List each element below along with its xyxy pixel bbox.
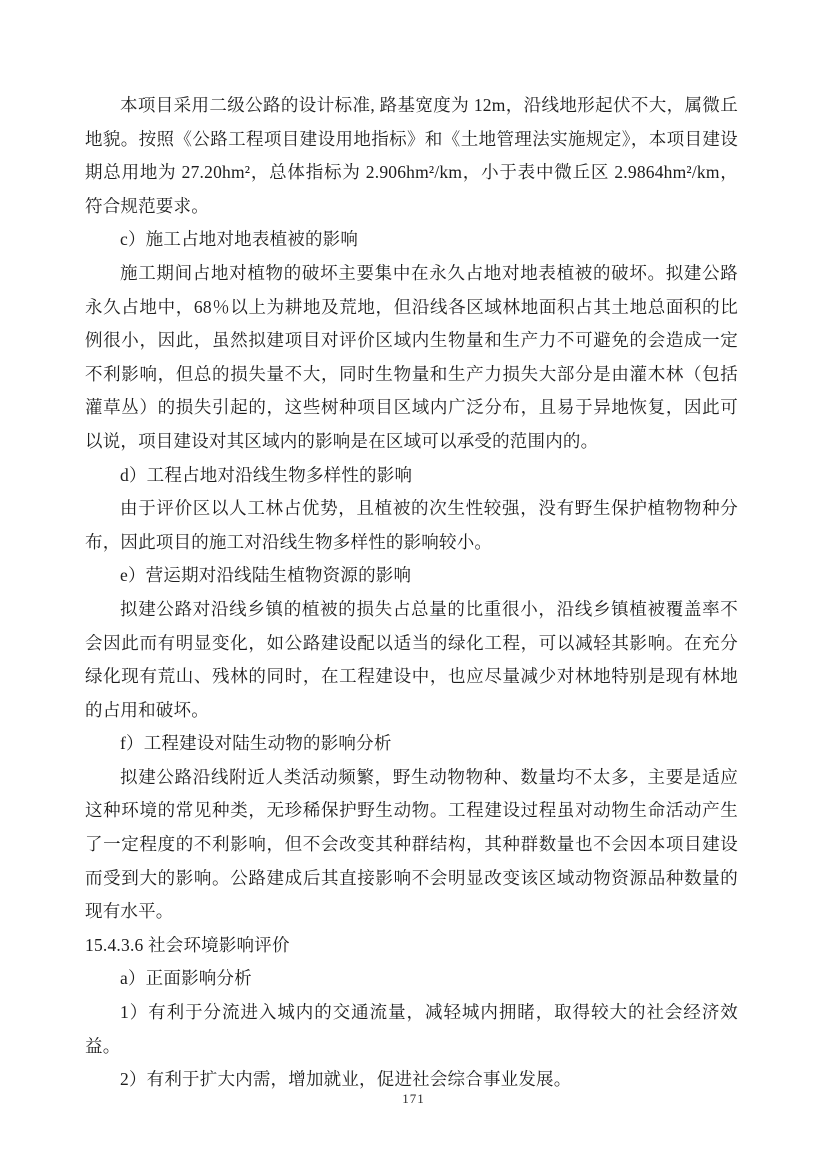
paragraph-operation-plants: 拟建公路对沿线乡镇的植被的损失占总量的比重很小，沿线乡镇植被覆盖率不会因此而有明显变化，如公路建设配以适当的绿化工程，可以减轻其影响。在充分绿化现有荒山、残林的同时，在工程建设中，也应尽量减少对林地特别是现有林地的占用和破坏。 — [85, 598, 738, 720]
subheading-c-construction-vegetation: c）施工占地对地表植被的影响 — [120, 229, 359, 250]
page-number: 171 — [402, 1091, 425, 1106]
subheading-f-terrestrial-animals: f）工程建设对陆生动物的影响分析 — [120, 733, 392, 754]
paragraph-biodiversity: 由于评价区以人工林占优势，且植被的次生性较强，没有野生保护植物物种分布，因此项目的施工对沿线生物多样性的影响较小。 — [85, 498, 738, 552]
list-item-1-traffic: 1）有利于分流进入城内的交通流量，减轻城内拥睹，取得较大的社会经济效益。 — [85, 1002, 738, 1056]
paragraph-construction-vegetation: 施工期间占地对植物的破坏主要集中在永久占地对地表植被的破坏。拟建公路永久占地中，68％以上为耕地及荒地，但沿线各区域林地面积占其土地总面积的比例很小，因此，虽然拟建项目对评价区域内生物量和生产力不可避免的会造成一定不利影响，但总的损失量不大，同时生物量和生产力损失大部分是由灌木林（包括灌草丛）的损失引起的，这些树种项目区域内广泛分布，且易于异地恢复，因此可以说，项目建设对其区域内的影响是在区域可以承受的范围内的。 — [85, 262, 738, 451]
subheading-e-operation-plants: e）营运期对沿线陆生植物资源的影响 — [120, 565, 412, 586]
section-heading-15-4-3-6: 15.4.3.6 社会环境影响评价 — [85, 934, 290, 955]
page-footer — [0, 1090, 827, 1108]
document-body — [85, 89, 738, 1097]
subheading-d-biodiversity: d）工程占地对沿线生物多样性的影响 — [120, 464, 413, 485]
list-item-2-employment: 2）有利于扩大内需，增加就业，促进社会综合事业发展。 — [120, 1069, 572, 1090]
subheading-a-positive-impact: a）正面影响分析 — [120, 968, 252, 989]
paragraph-design-standard: 本项目采用二级公路的设计标准, 路基宽度为 12m，沿线地形起伏不大，属微丘地貌。按照《公路工程项目建设用地指标》和《土地管理法实施规定》，本项目建设期总用地为 27.20hm²，总体指标为 2.906hm²/km，小于表中微丘区 2.9864hm²/km，符合规范要求。 — [85, 95, 738, 216]
paragraph-terrestrial-animals: 拟建公路沿线附近人类活动频繁，野生动物物种、数量均不太多，主要是适应这种环境的常见种类，无珍稀保护野生动物。工程建设过程虽对动物生命活动产生了一定程度的不利影响，但不会改变其种群结构，其种群数量也不会因本项目建设而受到大的影响。公路建成后其直接影响不会明显改变该区域动物资源品种数量的现有水平。 — [85, 766, 738, 922]
